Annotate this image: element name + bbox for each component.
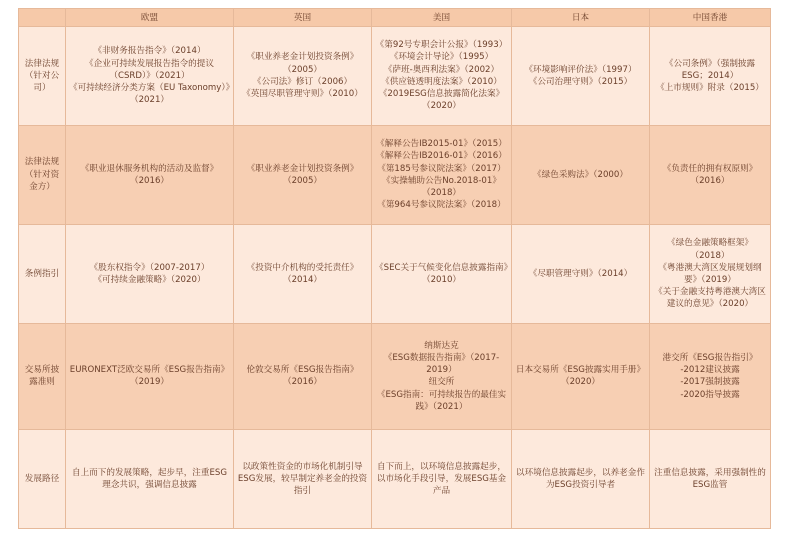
cell-uk-investor-law: 《职业养老金计划投资条例》（2005） (234, 125, 372, 224)
cell-japan-investor-law: 《绿色采购法》（2000） (512, 125, 650, 224)
table-row (19, 27, 771, 125)
table-row (19, 324, 771, 429)
header-hongkong: 中国香港 (650, 9, 771, 27)
cell-japan-guidelines: 《尽职管理守则》（2014） (512, 224, 650, 323)
cell-us-guidelines: 《SEC关于气候变化信息披露指南》（2010） (372, 224, 512, 323)
row-label-exchange-rules: 交易所披露准则 (19, 324, 66, 429)
cell-japan-exchange-rules: 日本交易所《ESG披露实用手册》（2020） (512, 324, 650, 429)
row-label-guidelines: 条例指引 (19, 224, 66, 323)
cell-eu-investor-law: 《职业退休服务机构的活动及监督》（2016） (66, 125, 234, 224)
header-us: 美国 (372, 9, 512, 27)
cell-us-development-path: 自下而上，以环境信息披露起步，以市场化手段引导，发展ESG基金产品 (372, 429, 512, 528)
cell-uk-exchange-rules: 伦敦交易所《ESG报告指南》（2016） (234, 324, 372, 429)
cell-hongkong-exchange-rules: 港交所《ESG报告指引》 -2012建议披露 -2017强制披露 -2020指导披露 (650, 324, 771, 429)
header-japan: 日本 (512, 9, 650, 27)
cell-uk-company-law: 《职业养老金计划投资条例》（2005） 《公司法》修订（2006） 《英国尽职管理守则》（2010） (234, 27, 372, 125)
cell-uk-development-path: 以政策性资金的市场化机制引导ESG发展，较早制定养老金的投资指引 (234, 429, 372, 528)
row-label-company-law: 法律法规（针对公司） (19, 27, 66, 125)
header-eu: 欧盟 (66, 9, 234, 27)
esg-regulation-table-wrapper (18, 8, 770, 529)
cell-us-exchange-rules: 纳斯达克 《ESG数据报告指南》（2017-2019） 纽交所 《ESG指南：可持续报告的最佳实践》（2021） (372, 324, 512, 429)
cell-uk-guidelines: 《投资中介机构的受托责任》（2014） (234, 224, 372, 323)
cell-eu-guidelines: 《股东权指令》（2007-2017） 《可持续金融策略》（2020） (66, 224, 234, 323)
cell-hongkong-development-path: 注重信息披露，采用强制性的ESG监管 (650, 429, 771, 528)
row-label-development-path: 发展路径 (19, 429, 66, 528)
cell-eu-company-law: 《非财务报告指令》（2014） 《企业可持续发展报告指令的提议（CSRD）》（2021） 《可持续经济分类方案（EU Taxonomy）》（2021） (66, 27, 234, 125)
esg-regulation-table (18, 8, 771, 529)
cell-us-company-law: 《第92号专职会计公报》（1993） 《环境会计导论》（1995） 《萨班-奥西利法案》（2002） 《供应链透明度法案》（2010） 《2019ESG信息披露简化法案》（2020） (372, 27, 512, 125)
table-row (19, 224, 771, 323)
cell-japan-company-law: 《环境影响评价法》（1997） 《公司治理守则》（2015） (512, 27, 650, 125)
cell-japan-development-path: 以环境信息披露起步，以养老金作为ESG投资引导者 (512, 429, 650, 528)
cell-hongkong-company-law: 《公司条例》（强制披露ESG；2014） 《上市规则》附录（2015） (650, 27, 771, 125)
cell-hongkong-investor-law: 《负责任的拥有权原则》（2016） (650, 125, 771, 224)
cell-eu-exchange-rules: EURONEXT泛欧交易所《ESG报告指南》（2019） (66, 324, 234, 429)
row-label-investor-law: 法律法规（针对资金方） (19, 125, 66, 224)
table-row (19, 125, 771, 224)
header-corner-cell (19, 9, 66, 27)
header-uk: 英国 (234, 9, 372, 27)
table-row (19, 429, 771, 528)
cell-eu-development-path: 自上而下的发展策略，起步早，注重ESG理念共识，强调信息披露 (66, 429, 234, 528)
cell-hongkong-guidelines: 《绿色金融策略框架》（2018） 《粤港澳大湾区发展规划纲要》（2019） 《关于金融支持粤港澳大湾区建议的意见》（2020） (650, 224, 771, 323)
header-row (19, 9, 771, 27)
cell-us-investor-law: 《解释公告IB2015-01》（2015） 《解释公告IB2016-01》（2016） 《第185号参议院法案》（2017） 《实操辅助公告No.2018-01》（2018） 《第964号参议院法案》（2018） (372, 125, 512, 224)
